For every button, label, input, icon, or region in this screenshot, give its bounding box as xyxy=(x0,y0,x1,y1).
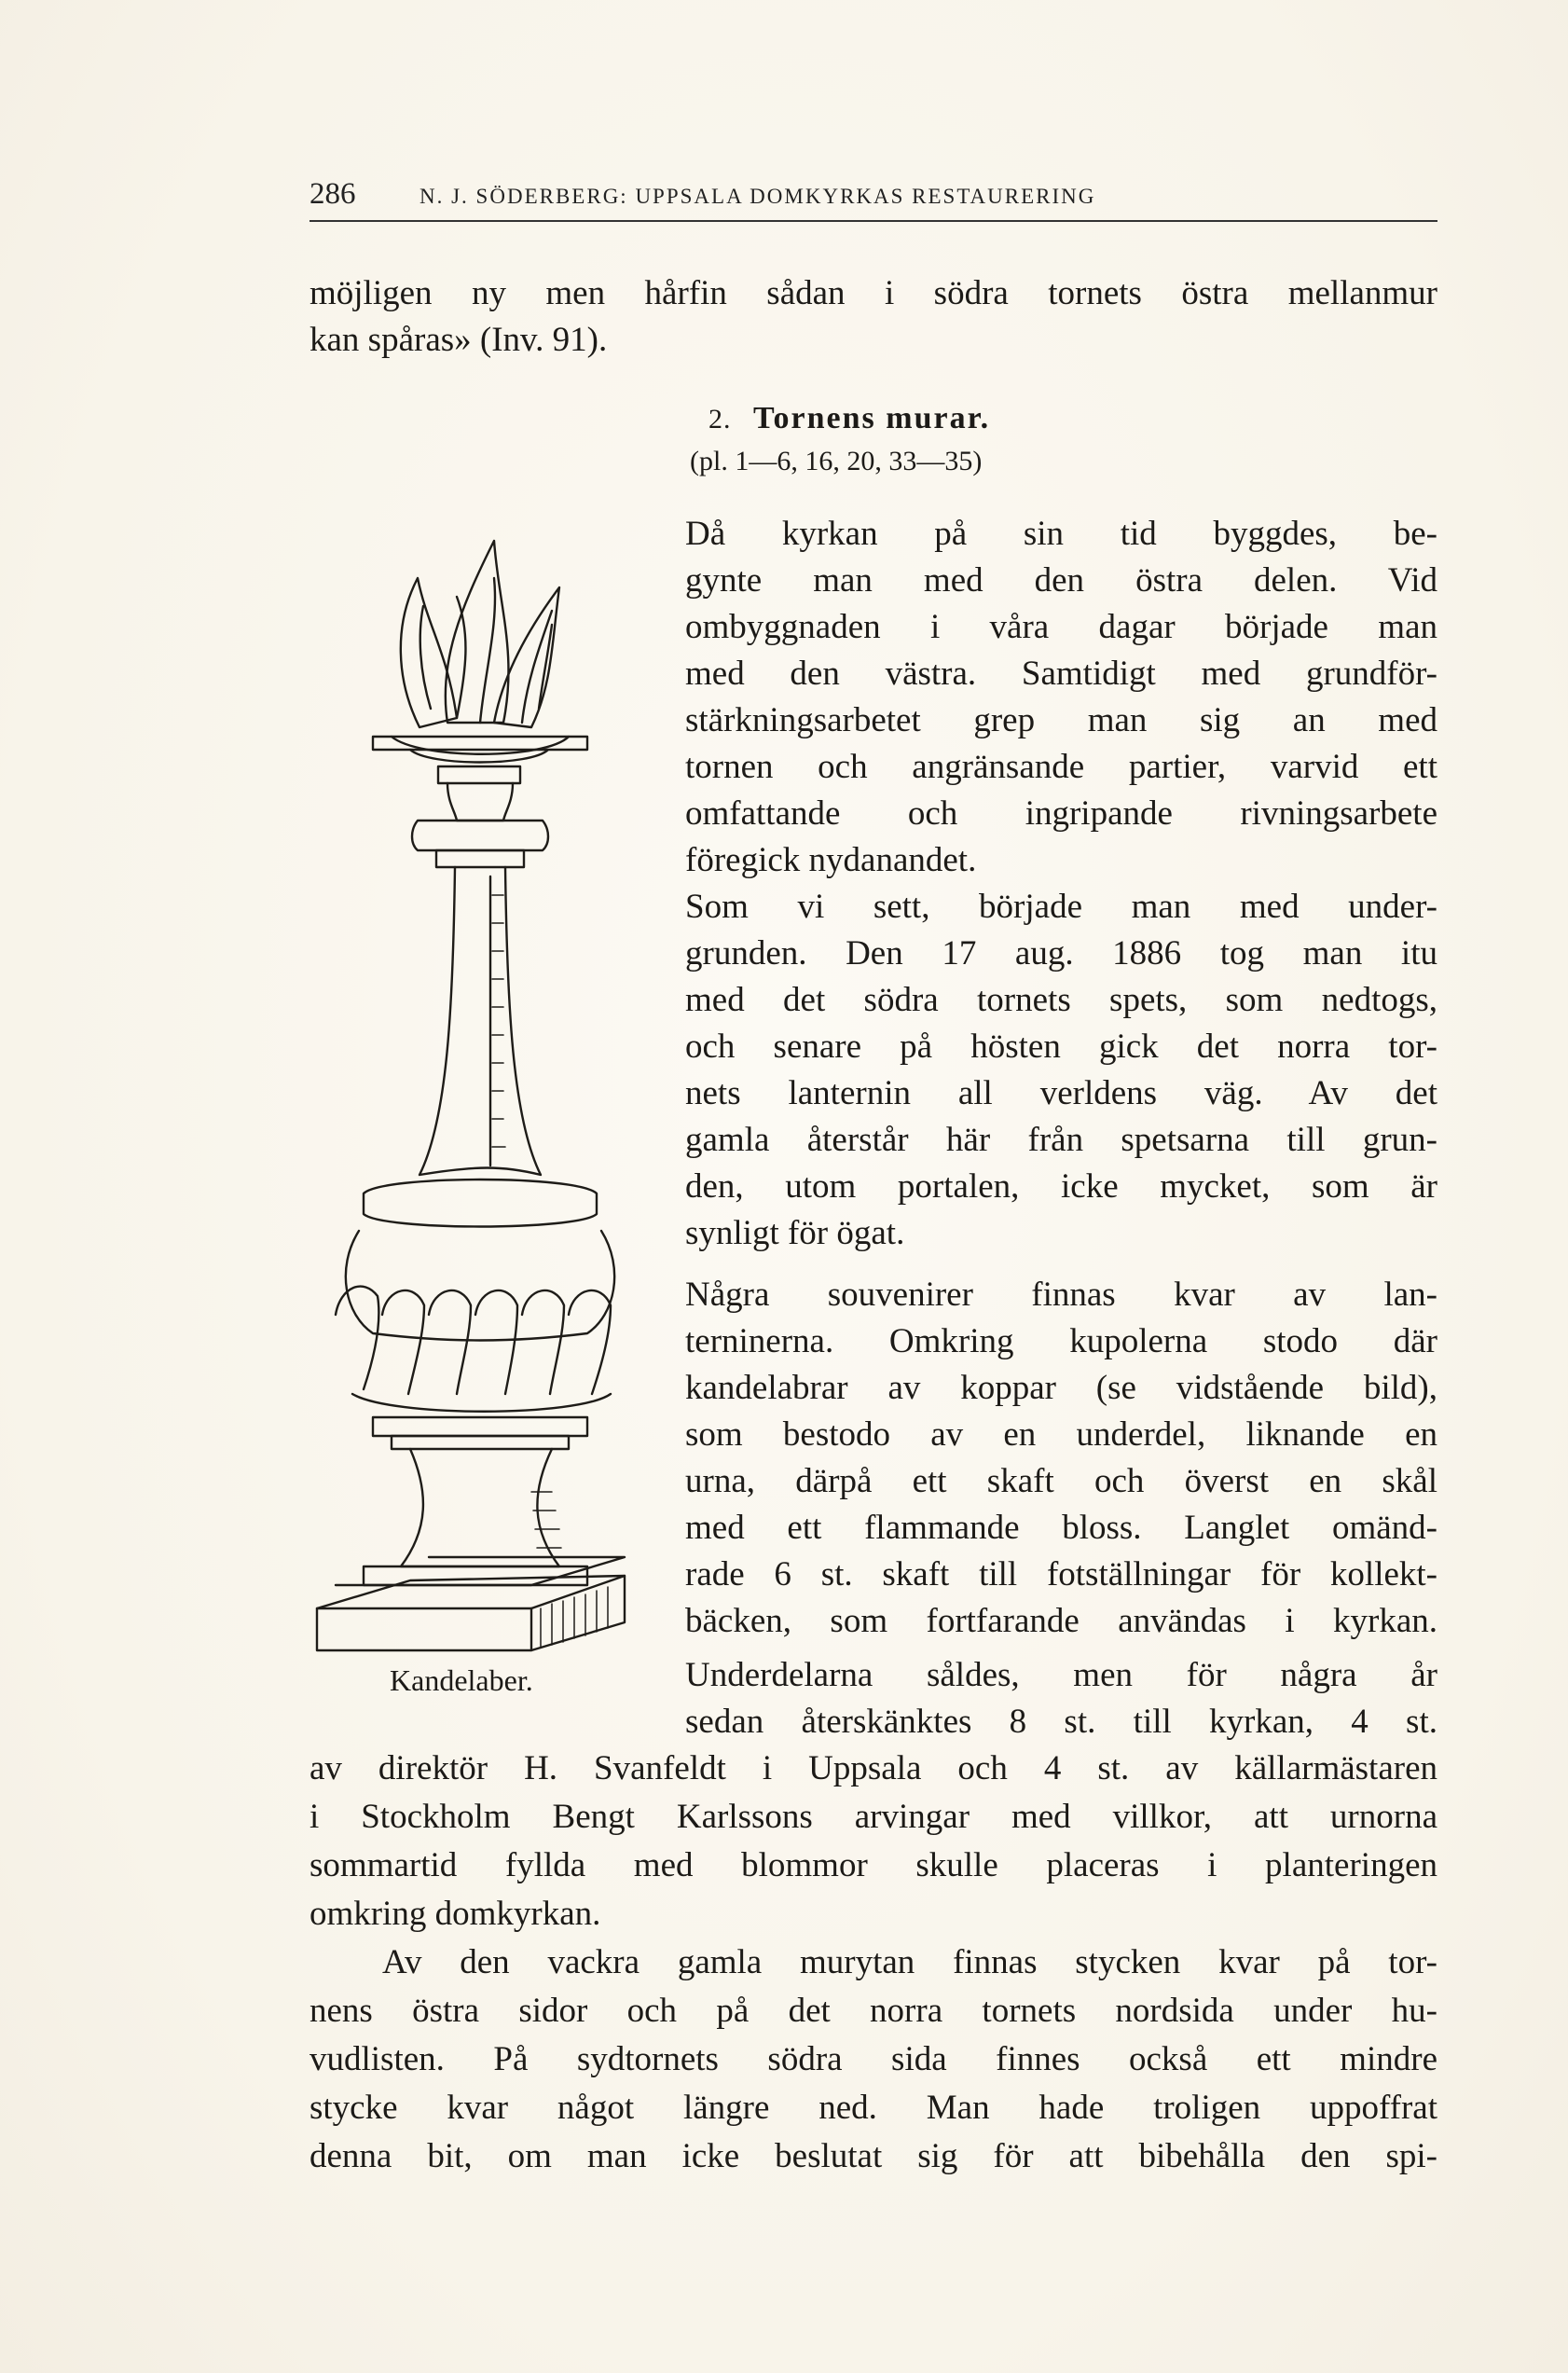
header-rule xyxy=(309,220,1437,222)
text-line: föregick nydanandet. xyxy=(685,841,977,879)
figure-caption: Kandelaber. xyxy=(390,1663,533,1697)
text-line: terninerna. Omkring kupolerna stodo där xyxy=(685,1322,1437,1360)
text-line: Av den vackra gamla murytan finnas stycken kvar på tor- xyxy=(382,1943,1437,1981)
candelabrum-figure xyxy=(308,522,653,1669)
text-line: Några souvenirer finnas kvar av lan- xyxy=(685,1276,1437,1314)
text-line: som bestodo av en underdel, liknande en xyxy=(685,1415,1437,1454)
text-line: stärkningsarbetet grep man sig an med xyxy=(685,701,1437,739)
text-line: omkring domkyrkan. xyxy=(309,1895,601,1933)
running-title: N. J. SÖDERBERG: UPPSALA DOMKYRKAS RESTAURERING xyxy=(420,185,1096,208)
text-line: sedan återskänktes 8 st. till kyrkan, 4 st. xyxy=(685,1703,1437,1741)
section-heading xyxy=(708,401,990,436)
text-line: av direktör H. Svanfeldt i Uppsala och 4 st. av källarmästaren xyxy=(309,1749,1437,1787)
section-title: Tornens murar. xyxy=(753,401,991,435)
text-line: i Stockholm Bengt Karlssons arvingar med villkor, att urnorna xyxy=(309,1798,1437,1836)
text-line: Som vi sett, började man med under- xyxy=(685,888,1437,926)
text-line: med ett flammande bloss. Langlet omänd- xyxy=(685,1509,1437,1547)
text-line: gamla återstår här från spetsarna till grun- xyxy=(685,1121,1437,1159)
text-line: ombyggnaden i våra dagar började man xyxy=(685,608,1437,646)
text-line: rade 6 st. skaft till fotställningar för kollekt- xyxy=(685,1555,1437,1593)
text-line: urna, därpå ett skaft och överst en skål xyxy=(685,1462,1437,1500)
text-line: den, utom portalen, icke mycket, som är xyxy=(685,1167,1437,1206)
text-line: vudlisten. På sydtornets södra sida finnes också ett mindre xyxy=(309,2040,1437,2078)
running-header xyxy=(309,177,1437,214)
text-line: och senare på hösten gick det norra tor- xyxy=(685,1028,1437,1066)
plate-reference: (pl. 1—6, 16, 20, 33—35) xyxy=(690,446,983,476)
page-number: 286 xyxy=(309,177,356,211)
text-line: stycke kvar något längre ned. Man hade troligen uppoffrat xyxy=(309,2089,1437,2127)
text-line: nets lanternin all verldens väg. Av det xyxy=(685,1074,1437,1112)
text-line: bäcken, som fortfarande användas i kyrkan. xyxy=(685,1602,1437,1640)
text-line: denna bit, om man icke beslutat sig för att bibehålla den spi- xyxy=(309,2137,1437,2175)
text-line: Underdelarna såldes, men för några år xyxy=(685,1656,1437,1694)
text-line: gynte man med den östra delen. Vid xyxy=(685,561,1437,600)
text-line: Då kyrkan på sin tid byggdes, be- xyxy=(685,515,1437,553)
text-line: tornen och angränsande partier, varvid ett xyxy=(685,748,1437,786)
candelabrum-illustration-icon xyxy=(308,522,653,1669)
text-line: med den västra. Samtidigt med grundför- xyxy=(685,655,1437,693)
intro-line: kan spåras» (Inv. 91). xyxy=(309,321,608,359)
text-line: sommartid fyllda med blommor skulle placeras i planteringen xyxy=(309,1846,1437,1884)
text-line: grunden. Den 17 aug. 1886 tog man itu xyxy=(685,934,1437,973)
text-line: nens östra sidor och på det norra tornets nordsida under hu- xyxy=(309,1992,1437,2030)
text-line: synligt för ögat. xyxy=(685,1214,905,1252)
section-number: 2. xyxy=(708,404,732,435)
text-line: kandelabrar av koppar (se vidstående bild), xyxy=(685,1369,1437,1407)
text-line: med det södra tornets spets, som nedtogs, xyxy=(685,981,1437,1019)
intro-line: möjligen ny men hårfin sådan i södra tornets östra mellanmur xyxy=(309,274,1437,312)
text-line: omfattande och ingripande rivningsarbete xyxy=(685,794,1437,833)
